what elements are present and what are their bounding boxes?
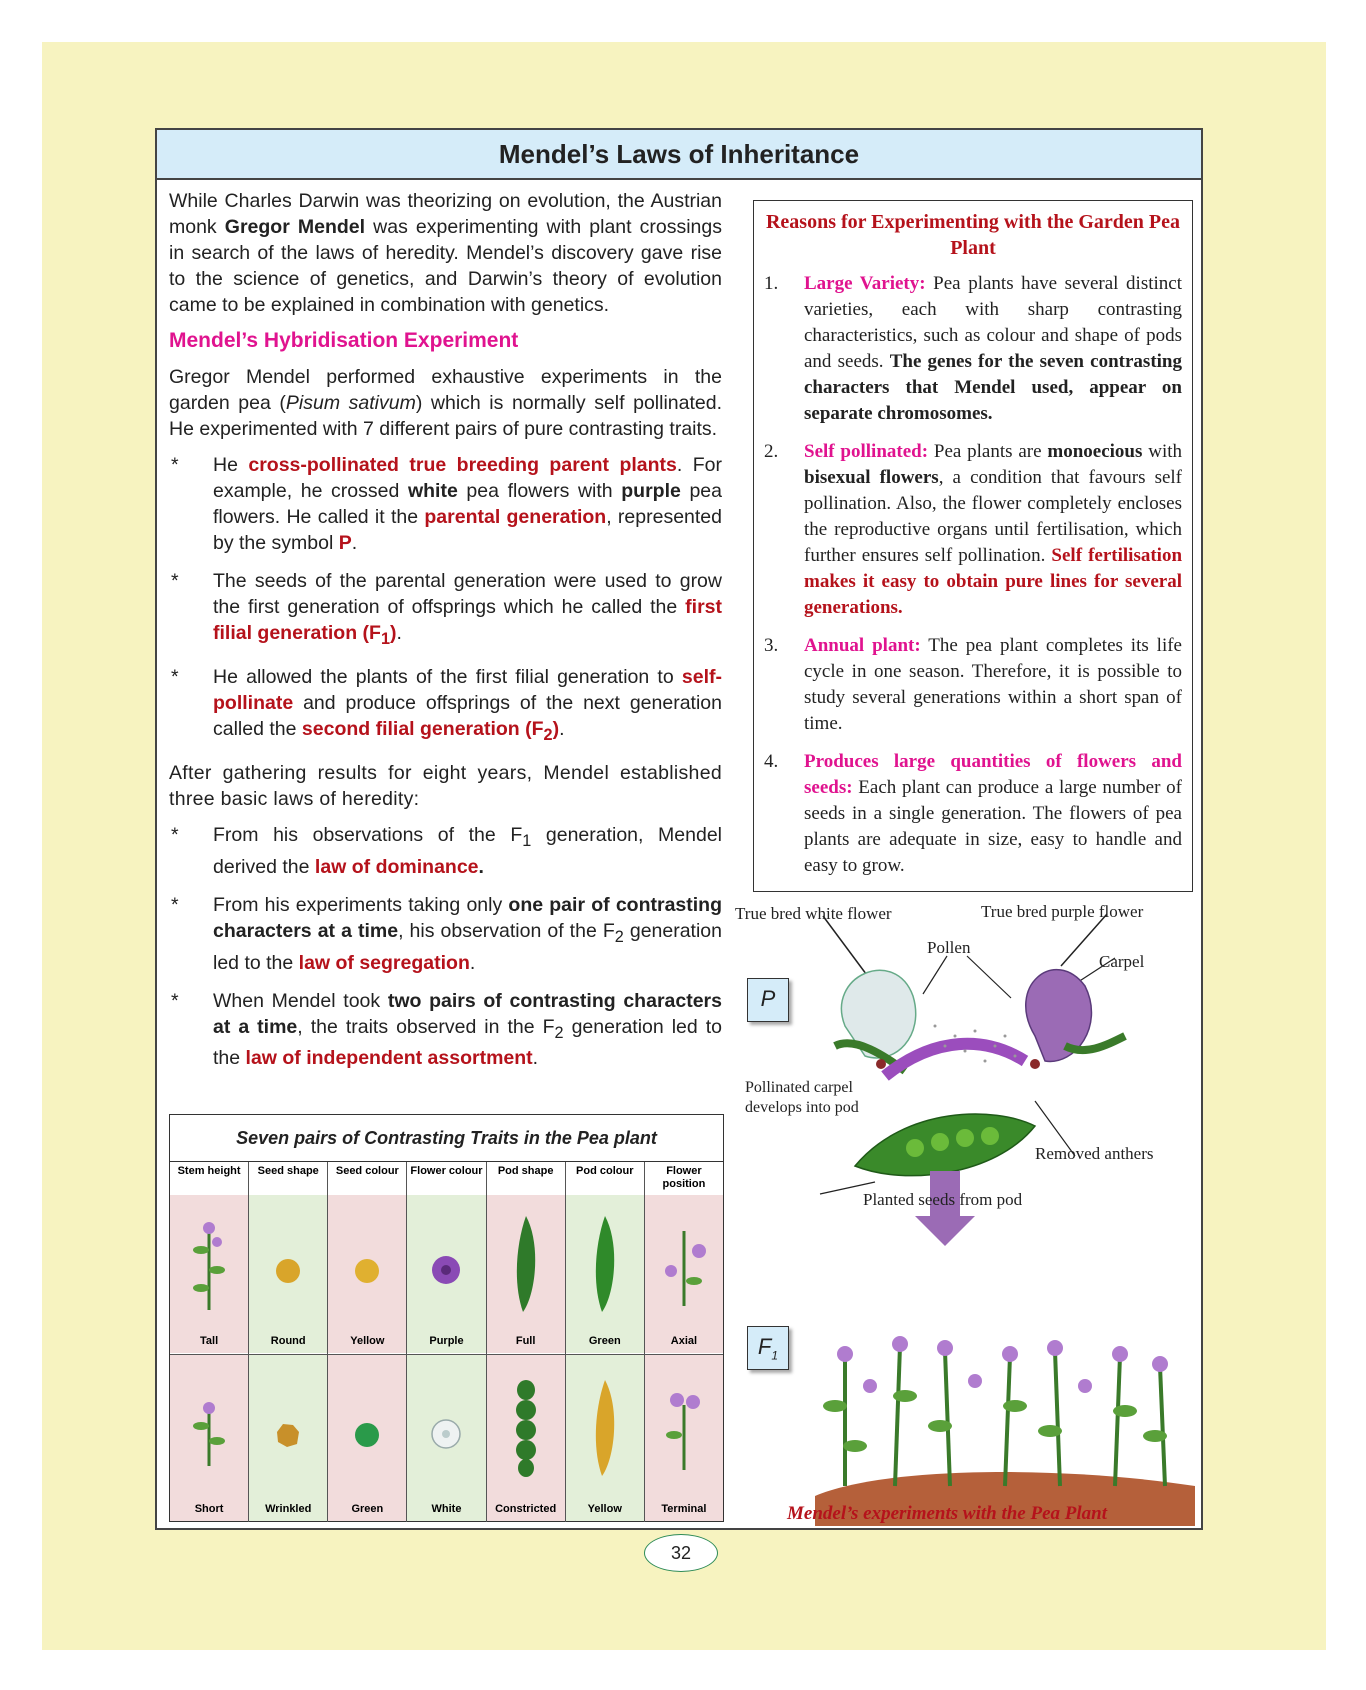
removed-anthers-label: Removed anthers xyxy=(1035,1144,1154,1163)
intro-paragraph: While Charles Darwin was theorizing on evolution, the Austrian monk Gregor Mendel was experimenting with plant crossings in search of the laws of heredity. Mendel’s discovery gave rise to the science of genetics, and Darwin’s theory of evolution came to be explained in combination with genetics. xyxy=(169,190,722,316)
dominant-trait-label: Axial xyxy=(670,1335,698,1347)
short-plant-icon xyxy=(187,1396,231,1466)
axial-flower-icon xyxy=(659,1226,709,1306)
reasons-box xyxy=(753,200,1193,892)
purple-flower-icon xyxy=(1026,970,1125,1069)
label-arrow xyxy=(923,956,947,994)
trait-header: Pod colour xyxy=(566,1162,644,1198)
recessive-trait-label: Wrinkled xyxy=(265,1503,312,1515)
reasons-heading: Reasons for Experimenting with the Garden Pea Plant xyxy=(765,211,1181,259)
pea-experiment-figure xyxy=(735,886,1197,1526)
recessive-trait-label: Terminal xyxy=(661,1503,707,1515)
main-text-column xyxy=(169,188,722,1083)
recessive-trait-cell xyxy=(249,1354,327,1521)
recessive-trait-cell xyxy=(328,1354,406,1521)
list-item: * From his experiments taking only one pair of contrasting characters at a time, his observation of the $F_2$ generation led to the law of segregation. xyxy=(171,893,723,974)
list-item: * He cross-pollinated true breeding parent plants. For example, he crossed white pea flowers with purple pea flowers. He called it the parental generation, represented by the symbol P. xyxy=(171,454,722,554)
trait-column xyxy=(645,1162,723,1522)
page-number: 32 xyxy=(644,1534,718,1572)
planted-seeds-label: Planted seeds from pod xyxy=(863,1190,1023,1209)
section-heading: Mendel’s Hybridisation Experiment xyxy=(169,329,519,352)
pollination-arrow xyxy=(885,1044,1025,1076)
recessive-trait-label: Yellow xyxy=(587,1503,622,1515)
green-pod-icon xyxy=(590,1214,620,1314)
recessive-trait-label: Constricted xyxy=(495,1503,557,1515)
mendel-name: Gregor Mendel xyxy=(224,216,366,238)
dominant-trait-cell xyxy=(170,1195,248,1353)
trait-column xyxy=(407,1162,486,1522)
dominant-trait-label: Tall xyxy=(200,1335,219,1347)
content-frame xyxy=(155,128,1203,1530)
dominant-trait-cell xyxy=(249,1195,327,1353)
pollen-label: Pollen xyxy=(927,938,971,957)
dominant-trait-cell xyxy=(328,1195,406,1353)
yellow-seed-icon xyxy=(352,1256,382,1286)
trait-column xyxy=(249,1162,328,1522)
recessive-trait-cell xyxy=(407,1354,485,1521)
after-paragraph: After gathering results for eight years, Mendel established three basic laws of heredity: xyxy=(169,761,722,810)
tall-plant-icon xyxy=(187,1220,231,1310)
pollinated-carpel-label: Pollinated carpel develops into pod xyxy=(745,1079,859,1116)
f1-generation-badge: $F_1$ xyxy=(747,1326,789,1370)
pea-pod-icon xyxy=(855,1114,1035,1176)
green-seed-icon xyxy=(352,1420,382,1450)
trait-header: Stem height xyxy=(170,1162,248,1198)
recessive-trait-label: Short xyxy=(194,1503,224,1515)
wrinkled-seed-icon xyxy=(273,1420,303,1450)
dominant-trait-label: Full xyxy=(515,1335,536,1347)
trait-column xyxy=(566,1162,645,1522)
dominant-trait-cell xyxy=(566,1195,644,1353)
carpel-label: Carpel xyxy=(1099,952,1145,971)
page-title: Mendel’s Laws of Inheritance xyxy=(157,130,1201,180)
reason-item: 4. Produces large quantities of flowers and seeds: Each plant can produce a large number of seeds in a single generation. The flowers of pea plants are adequate in size, easy to handle and easy to grow. xyxy=(764,751,1182,876)
f1-plants-icon xyxy=(815,1336,1195,1526)
trait-header: Flower colour xyxy=(407,1162,485,1198)
terminal-flower-icon xyxy=(659,1390,709,1470)
dominant-trait-label: Purple xyxy=(429,1335,464,1347)
list-item: * The seeds of the parental generation were used to grow the first generation of offsprings which he called the first filial generation $(F_1)$. xyxy=(171,570,722,648)
list-item: * From his observations of the $F_1$ generation, Mendel derived the law of dominance. xyxy=(171,823,722,878)
hybrid-paragraph: Gregor Mendel performed exhaustive experiments in the garden pea (Pisum sativum) which is normally self pollinated. He experimented with 7 different pairs of pure contrasting traits. xyxy=(169,366,723,440)
figure-caption: Mendel’s experiments with the Pea Plant xyxy=(787,1503,1108,1524)
dominant-trait-cell xyxy=(487,1195,565,1353)
white-flower-icon xyxy=(835,970,916,1071)
trait-column xyxy=(170,1162,249,1522)
trait-column xyxy=(328,1162,407,1522)
full-pod-icon xyxy=(511,1214,541,1314)
trait-header: Pod shape xyxy=(487,1162,565,1198)
dominant-trait-label: Round xyxy=(270,1335,306,1347)
reason-item: 3. Annual plant: The pea plant completes its life cycle in one season. Therefore, it is possible to study several generations within a short span of time. xyxy=(764,635,1182,734)
constricted-pod-icon xyxy=(511,1378,541,1478)
trait-header: Seed shape xyxy=(249,1162,327,1198)
traits-table-title: Seven pairs of Contrasting Traits in the Pea plant xyxy=(170,1115,723,1162)
dominant-trait-label: Green xyxy=(588,1335,621,1347)
dominant-trait-cell xyxy=(407,1195,485,1353)
recessive-trait-cell xyxy=(487,1354,565,1521)
label-arrow xyxy=(967,956,1011,998)
trait-header: Seed colour xyxy=(328,1162,406,1198)
p-generation-badge: P xyxy=(747,978,789,1022)
recessive-trait-cell xyxy=(566,1354,644,1521)
round-seed-icon xyxy=(273,1256,303,1286)
recessive-trait-label: Green xyxy=(351,1503,384,1515)
yellow-pod-icon xyxy=(590,1378,620,1478)
white-flower-label: True bred white flower xyxy=(735,904,892,923)
trait-column xyxy=(487,1162,566,1522)
dominant-trait-cell xyxy=(645,1195,723,1353)
traits-table xyxy=(169,1114,724,1522)
recessive-trait-cell xyxy=(645,1354,723,1521)
white-flower-icon xyxy=(426,1414,466,1454)
reason-item: 1. Large Variety: Pea plants have several distinct varieties, each with sharp contrasting characteristics, such as colour and shape of pods and seeds. The genes for the seven contrasting characters that Mendel used, appear on separate chromosomes. xyxy=(764,273,1182,424)
purple-flower-icon xyxy=(426,1250,466,1290)
recessive-trait-label: White xyxy=(431,1503,462,1515)
traits-columns xyxy=(170,1162,723,1522)
recessive-trait-cell xyxy=(170,1354,248,1521)
list-item: * When Mendel took two pairs of contrasting characters at a time, the traits observed in the $F_2$ generation led to the law of independent assortment. xyxy=(171,989,723,1070)
list-item: * He allowed the plants of the first filial generation to self-pollinate and produce offsprings of the next generation called the second filial generation $(F_2)$. xyxy=(171,665,722,744)
purple-flower-label: True bred purple flower xyxy=(981,902,1144,921)
trait-header: Flower position xyxy=(645,1162,723,1198)
dominant-trait-label: Yellow xyxy=(350,1335,385,1347)
reason-item: 2. Self pollinated: Pea plants are monoecious with bisexual flowers, a condition that favours self pollination. Also, the flower completely encloses the reproductive organs until fertilisation, which further ensures self pollination. Self fertilisation makes it easy to obtain pure lines for several generations. xyxy=(764,441,1183,618)
